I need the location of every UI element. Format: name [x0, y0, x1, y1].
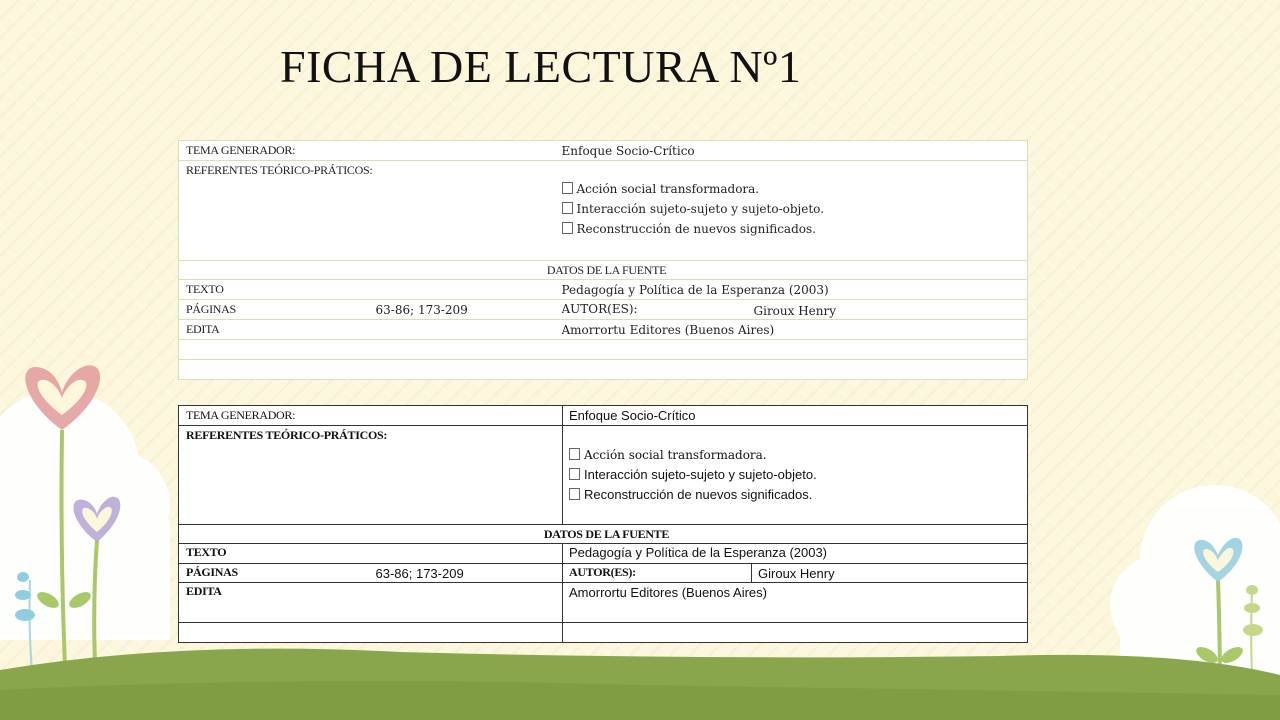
list-item: Acción social transformadora.	[562, 179, 1028, 199]
table-row	[179, 340, 1028, 360]
tema-value: Enfoque Socio-Crítico	[563, 406, 1028, 426]
table-row	[179, 525, 1028, 544]
list-item: Reconstrucción de nuevos significados.	[569, 485, 1027, 505]
page-title: FICHA DE LECTURA Nº1	[280, 41, 802, 92]
table-row	[179, 141, 1028, 161]
edita-value: Amorrortu Editores (Buenos Aires)	[563, 583, 1028, 623]
table-row	[179, 161, 1028, 261]
bullet-box-icon	[569, 448, 580, 460]
table-row	[179, 320, 1028, 340]
tema-label: TEMA GENERADOR:	[179, 141, 562, 161]
autor-value: Giroux Henry	[752, 564, 1028, 583]
texto-label: TEXTO	[179, 280, 562, 300]
table-row	[179, 300, 1028, 320]
paginas-label: PÁGINAS	[179, 300, 370, 320]
table-row	[179, 564, 1028, 583]
empty-cell	[563, 623, 1028, 643]
referentes-list	[562, 161, 1028, 261]
edita-label: EDITA	[179, 583, 563, 623]
datos-fuente-header: DATOS DE LA FUENTE	[179, 261, 1028, 280]
texto-label: TEXTO	[179, 544, 563, 564]
table-row	[179, 623, 1028, 643]
referentes-label: REFERENTES TEÓRICO-PRÁTICOS:	[179, 426, 563, 525]
table-row	[179, 406, 1028, 426]
list-item: Reconstrucción de nuevos significados.	[562, 219, 1028, 239]
bullet-box-icon	[562, 202, 573, 214]
bullet-box-icon	[569, 468, 580, 480]
edita-label: EDITA	[179, 320, 562, 340]
reading-sheet-table-2	[178, 405, 1028, 643]
empty-cell	[179, 623, 563, 643]
table-row	[179, 360, 1028, 380]
table-row	[179, 583, 1028, 623]
autor-value: Giroux Henry	[754, 300, 1028, 320]
paginas-value: 63-86; 173-209	[370, 564, 563, 583]
referentes-label: REFERENTES TEÓRICO-PRÁTICOS:	[179, 161, 562, 261]
autor-label: AUTOR(ES):	[563, 564, 752, 583]
table-row	[179, 544, 1028, 564]
datos-fuente-header: DATOS DE LA FUENTE	[179, 525, 1028, 544]
bullet-box-icon	[569, 488, 580, 500]
right-cloud	[1110, 485, 1280, 680]
reading-sheet-table-1	[178, 140, 1028, 380]
table-row	[179, 280, 1028, 300]
texto-value: Pedagogía y Política de la Esperanza (2003)	[562, 280, 1028, 300]
paginas-label: PÁGINAS	[179, 564, 370, 583]
tema-value: Enfoque Socio-Crítico	[562, 141, 1028, 161]
autor-label: AUTOR(ES):	[562, 300, 754, 320]
texto-value: Pedagogía y Política de la Esperanza (2003)	[563, 544, 1028, 564]
table-row	[179, 426, 1028, 525]
list-item: Acción social transformadora.	[569, 445, 1027, 465]
list-item: Interacción sujeto-sujeto y sujeto-objeto.	[569, 465, 1027, 485]
bullet-box-icon	[562, 182, 573, 194]
referentes-list	[563, 426, 1028, 525]
empty-cell	[179, 360, 1028, 380]
empty-cell	[179, 340, 1028, 360]
paginas-value: 63-86; 173-209	[370, 300, 562, 320]
bullet-box-icon	[562, 222, 573, 234]
table-row	[179, 261, 1028, 280]
tema-label: TEMA GENERADOR:	[179, 406, 563, 426]
grass-hill	[0, 649, 1280, 720]
list-item: Interacción sujeto-sujeto y sujeto-objeto.	[562, 199, 1028, 219]
edita-value: Amorrortu Editores (Buenos Aires)	[562, 320, 1028, 340]
